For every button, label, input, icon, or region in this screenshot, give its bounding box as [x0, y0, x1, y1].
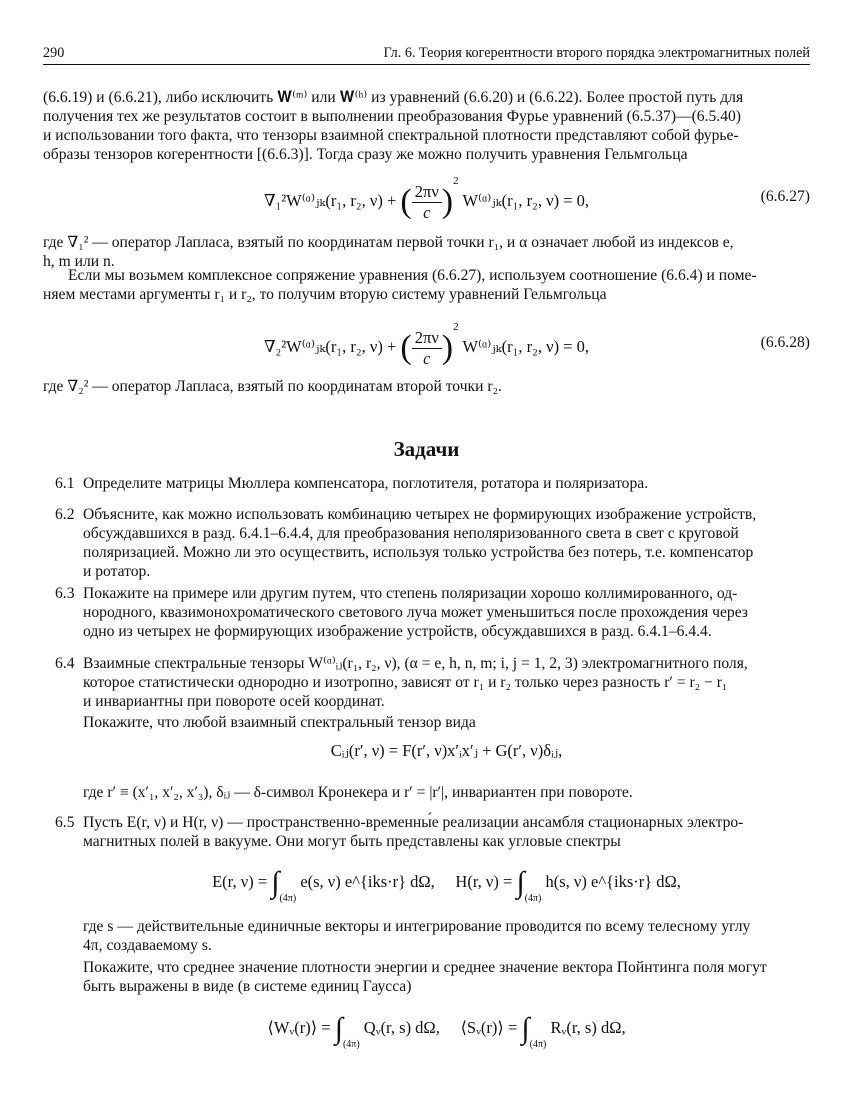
- eq28-explanation: [43, 377, 810, 396]
- equation-6-6-28: ∇₂²W⁽ᵅ⁾ⱼₖ(r₁, r₂, ν) + ( $\frac{2\pi\nu}{c}$ )$^2$ W⁽ᵅ⁾ⱼₖ(r₁, r₂, ν) = 0, (6.6.28): [263, 321, 810, 368]
- text-line: h, m или n.: [43, 253, 115, 270]
- book-page: [43, 0, 810, 1100]
- problem-6-5-angular-spectra: [83, 860, 810, 910]
- fraction: [412, 328, 442, 369]
- problem-6-4-where: [83, 783, 810, 802]
- problem-6-5-energy-formula: [83, 1008, 810, 1058]
- integral-sign: ∫: [516, 866, 525, 899]
- integral-sign: ∫: [271, 866, 280, 899]
- text-line: и ротатор.: [83, 563, 151, 580]
- frac-numerator: 2πν: [412, 328, 442, 349]
- formula-E-lhs: E(r, ν) =: [212, 871, 268, 891]
- section-title: Задачи: [393, 437, 460, 461]
- text-line: Взаимные спектральные тензоры W⁽ᵅ⁾ᵢⱼ(r₁, r₂, ν), (α = e, h, n, m; i, j = 1, 2, 3) электромагнитного поля,: [83, 655, 748, 672]
- text-line: (6.6.19) и (6.6.21), либо исключить 𝐖⁽ᵐ⁾ или 𝐖⁽ʰ⁾ из уравнений (6.6.20) и (6.6.22). Более простой путь для: [43, 89, 744, 106]
- fraction: [412, 182, 442, 223]
- text-line: магнитных полей в вакууме. Они могут быть представлены как угловые спектры: [83, 833, 621, 850]
- text-line: и использовании того факта, что тензоры взаимной спектральной плотности представляют собой фурье-: [43, 127, 739, 144]
- eq-lhs: ∇₂²W⁽ᵅ⁾ⱼₖ(r₁, r₂, ν) +: [263, 337, 397, 356]
- text-line: 4π, создаваемому s.: [83, 937, 212, 954]
- page-number: 290: [43, 45, 65, 61]
- frac-numerator: 2πν: [412, 182, 442, 203]
- text-line: образы тензоров когерентности [(6.6.3)]. Тогда сразу же можно получить уравнения Гельмгольца: [43, 146, 688, 163]
- formula-H-lhs: H(r, ν) =: [455, 871, 513, 891]
- formula-W-rhs: Qᵥ(r, s) dΩ,: [363, 1017, 440, 1037]
- text-line: Пусть E(r, ν) и H(r, ν) — пространственно-временны́е реализации ансамбля стационарных электро-: [83, 814, 744, 831]
- text-line: нородного, квазимонохроматического светового луча может уменьшиться после прохождения через: [83, 604, 748, 621]
- integral-sign: ∫: [521, 1012, 530, 1045]
- eq-lhs: ∇₁²W⁽ᵅ⁾ⱼₖ(r₁, r₂, ν) +: [263, 191, 397, 210]
- frac-denominator: c: [423, 202, 431, 222]
- integral-domain: (4π): [529, 1038, 547, 1050]
- text-line: где ∇₁² — оператор Лапласа, взятый по координатам первой точки r₁, и α означает любой из индексов e,: [43, 234, 734, 251]
- equation-number: (6.6.28): [760, 334, 810, 351]
- integral-sign: ∫: [334, 1012, 343, 1045]
- text-line: и инвариантны при повороте осей координат.: [83, 693, 385, 710]
- chapter-title: Гл. 6. Теория когерентности второго порядка электромагнитных полей: [383, 45, 810, 61]
- header-rule: [43, 64, 810, 65]
- problem-6-4-formula: [83, 740, 810, 770]
- text-line: Объясните, как можно использовать комбинацию четырех не формирующих изображение устройств,: [83, 506, 757, 523]
- text-line: няем местами аргументы r₁ и r₂, то получим вторую систему уравнений Гельмгольца: [43, 286, 607, 303]
- equation-number: (6.6.27): [760, 188, 810, 205]
- formula-E-rhs: e(s, ν) e^{iks·r} dΩ,: [300, 871, 435, 891]
- problem-6-5-show: [83, 958, 810, 996]
- problem-number: 6.3: [55, 585, 75, 602]
- text-line: где r′ ≡ (x′₁, x′₂, x′₃), δᵢⱼ — δ-символ Кронекера и r′ = |r′|, инвариантен при повороте.: [83, 784, 633, 801]
- text-line: одно из четырех не формирующих изображение устройств, обсуждавшихся в разд. 6.4.1–6.4.4.: [83, 623, 712, 640]
- text-line: Определите матрицы Мюллера компенсатора, поглотителя, ротатора и поляризатора.: [83, 475, 649, 492]
- integral-domain: (4π): [524, 892, 542, 904]
- running-head: [43, 44, 810, 62]
- eq-rhs: W⁽ᵅ⁾ⱼₖ(r₁, r₂, ν) = 0,: [462, 191, 590, 210]
- formula-S-lhs: ⟨Sᵥ(r)⟩ =: [460, 1017, 518, 1037]
- text-line: обсуждавшихся в разд. 6.4.1–6.4.4, для преобразования неполяризованного света в свет с круговой: [83, 525, 739, 542]
- text-line: Если мы возьмем комплексное сопряжение уравнения (6.6.27), используем соотношение (6.6.4) и поме-: [68, 267, 757, 284]
- text-line: получения тех же результатов состоит в выполнении преобразования Фурье уравнений (6.5.37)—(6.5.40): [43, 108, 741, 125]
- eq-rhs: W⁽ᵅ⁾ⱼₖ(r₁, r₂, ν) = 0,: [462, 337, 590, 356]
- equation-6-6-27: ∇₁²W⁽ᵅ⁾ⱼₖ(r₁, r₂, ν) + ( $\frac{2\pi\nu}{c}$ )$^2$ W⁽ᵅ⁾ⱼₖ(r₁, r₂, ν) = 0, (6.6.27): [263, 175, 810, 222]
- problem-number: 6.5: [55, 814, 75, 831]
- conjugate-paragraph: [43, 266, 810, 304]
- integral-domain: (4π): [342, 1038, 360, 1050]
- text-line: где s — действительные единичные векторы и интегрирование проводится по всему телесному углу: [83, 918, 751, 935]
- formula-S-rhs: Rᵥ(r, s) dΩ,: [550, 1017, 626, 1037]
- text-line: поляризацией. Можно ли это осуществить, используя только устройства без потерь, т.е. компенсатор: [83, 544, 754, 561]
- formula-H-rhs: h(s, ν) e^{iks·r} dΩ,: [545, 871, 681, 891]
- text-line: которое статистически однородно и изотропно, зависят от r₁ и r₂ только через разность r′ = r₂ − r₁: [83, 674, 728, 691]
- formula-text: Cᵢⱼ(r′, ν) = F(r′, ν)x′ᵢx′ⱼ + G(r′, ν)δᵢⱼ,: [330, 741, 563, 760]
- text-line: Покажите, что любой взаимный спектральный тензор вида: [83, 714, 476, 731]
- text-line: Покажите, что среднее значение плотности энергии и среднее значение вектора Пойнтинга поля могут: [83, 959, 767, 976]
- problem-number: 6.2: [55, 506, 75, 523]
- frac-denominator: c: [423, 348, 431, 368]
- formula-W-lhs: ⟨Wᵥ(r)⟩ =: [267, 1017, 331, 1037]
- text-line: Покажите на примере или другим путем, что степень поляризации хорошо коллимированного, од-: [83, 585, 738, 602]
- integral-domain: (4π): [279, 892, 297, 904]
- text-line: где ∇₂² — оператор Лапласа, взятый по координатам второй точки r₂.: [43, 378, 502, 395]
- text-line: быть выражены в виде (в системе единиц Гаусса): [83, 978, 412, 995]
- problem-6-5-where: [83, 917, 810, 955]
- problem-number: 6.1: [55, 475, 75, 492]
- problem-6-4-show: [83, 713, 810, 732]
- problem-number: 6.4: [55, 655, 75, 672]
- intro-paragraph: [43, 88, 810, 164]
